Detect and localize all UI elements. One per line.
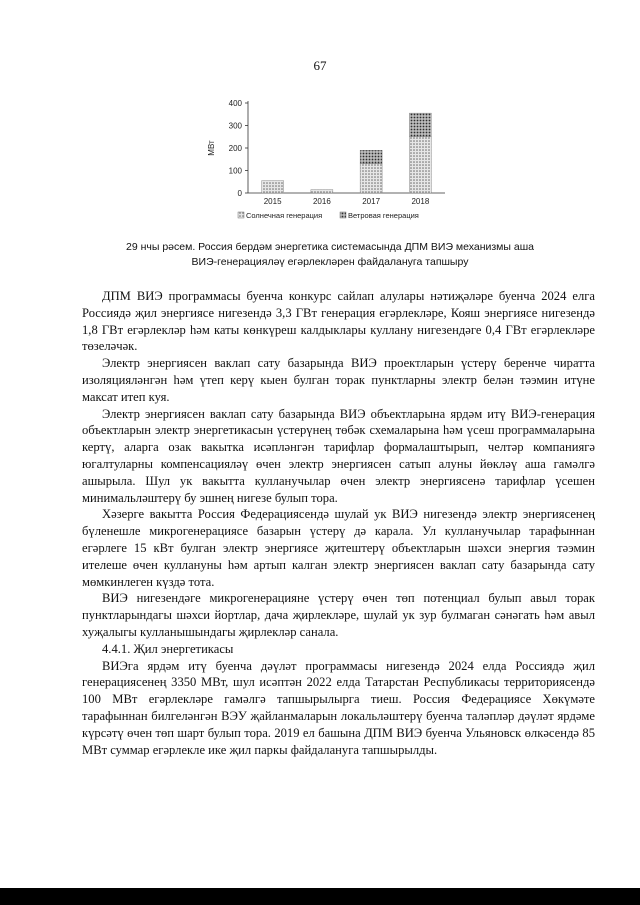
caption-line-2: ВИЭ-генерацияләү егәрлекләрен файдалануга тапшыру [191, 256, 469, 268]
legend-label-solar: Солнечная генерация [246, 211, 323, 220]
main-text [82, 288, 595, 758]
legend-swatch-solar [238, 212, 244, 218]
paragraph-1: ДПМ ВИЭ программасы буенча конкурс сайлап алулары нәтиҗәләре буенча 2024 елга Россиядә җил энергиясе нигезендә 3,3 ГВт генерация егәрлекләре, Кояш энергиясе нигезендә 1,8 ГВт егәрлекләр һәм каты көнкүреш калдыклары куллану нигезендәге 0,4 ГВт егәрлекләре төзеләчәк. [82, 289, 595, 354]
bar-2018-solar [409, 137, 431, 193]
paragraph-3: Электр энергиясен ваклап сату базарында ВИЭ объектларына ярдәм итү ВИЭ-генерация объектларын электр энергетикасын үстерүнең төбәк схемаларына һәм үсеш программаларына кертү, аларга озак вакытка исәпләнгән тарифлар формалаштырып, челтәр компаниягә югалтуларны компенсацияләү өчен электр энергиясен сатып алуны йөкләү аша гамәлгә ашырыла. Шул ук вакытта кулланучылар өчен электр энергиясенә тарифлар үсешен минимальләштерү бу эшнең нигезе булып тора. [82, 406, 595, 505]
legend-swatch-wind [340, 212, 346, 218]
bar-chart [200, 95, 450, 230]
y-tick-label: 300 [228, 121, 242, 131]
scan-bottom-edge [0, 888, 640, 905]
figure-caption [60, 240, 600, 270]
legend-label-wind: Ветровая генерация [348, 211, 419, 220]
section-heading: 4.4.1. Җил энергетикасы [102, 641, 234, 656]
bar-2018-wind [409, 113, 431, 137]
bar-2017-wind [360, 150, 382, 164]
bar-2016-solar [311, 190, 333, 193]
y-axis-label: МВт [207, 140, 216, 156]
page-number: 67 [313, 58, 327, 73]
bar-2015-solar [262, 181, 284, 193]
paragraph-5: ВИЭ нигезендәге микрогенерацияне үстерү өчен төп потенциал булып авыл торак пунктларындагы шәхси йортлар, дача җирлекләре, шулай ук зур булмаган сәнәгать һәм авыл хуҗалыгы кулланышындагы җирлекләр санала. [82, 591, 595, 639]
y-tick-label: 400 [228, 99, 242, 108]
paragraph-2: Электр энергиясен ваклап сату базарында ВИЭ проектларын үстерү беренче чиратта изоляцияләнгән һәм үтеп керү кыен булган торак пунктларны электр белән тәэмин итүне максат итеп куя. [82, 356, 595, 404]
paragraph-4: Хәзерге вакытта Россия Федерациясендә шулай ук ВИЭ нигезендә электр энергиясенең бүленешле микрогенерациясе базарын үстерү дә карала. Ул кулланучылар тарафыннан егәрлеге 15 кВт булган электр энергиясе җитештерү объектларын шәхси энергия тәэмин ителеше өчен куллануны һәм артып калган электр энергиясен ваклап сату базарында сату мөмкинлеген күздә тота. [82, 507, 595, 589]
x-tick-label: 2016 [312, 197, 331, 206]
y-tick-label: 0 [237, 189, 242, 198]
x-tick-label: 2018 [411, 197, 430, 206]
paragraph-6: ВИЭга ярдәм итү буенча дәүләт программасы нигезендә 2024 елда Россиядә җил генерациясенең 3350 МВт, шул исәптән 2022 елда Татарстан Республикасы территориясендә 100 МВт егәрлекләре гамәлгә тапшырылырга тиеш. Россия Федерациясе Хөкүмәте тарафыннан билгеләнгән ВЭУ җайланмаларын локальләштерү буенча таләпләр дәүләт ярдәме күрсәтү өчен төп шарт булып тора. 2019 ел башына ДПМ ВИЭ буенча Ульяновск өлкәсендә 85 МВт суммар егәрлекле ике җил паркы файдалануга тапшырылды. [82, 658, 595, 757]
y-tick-label: 100 [228, 166, 242, 176]
x-tick-label: 2017 [362, 197, 381, 206]
caption-line-1: 29 нчы рәсем. Россия бердәм энергетика системасында ДПМ ВИЭ механизмы аша [126, 241, 534, 253]
bar-2017-solar [360, 164, 382, 193]
x-tick-label: 2015 [263, 197, 282, 206]
y-tick-label: 200 [228, 144, 242, 153]
